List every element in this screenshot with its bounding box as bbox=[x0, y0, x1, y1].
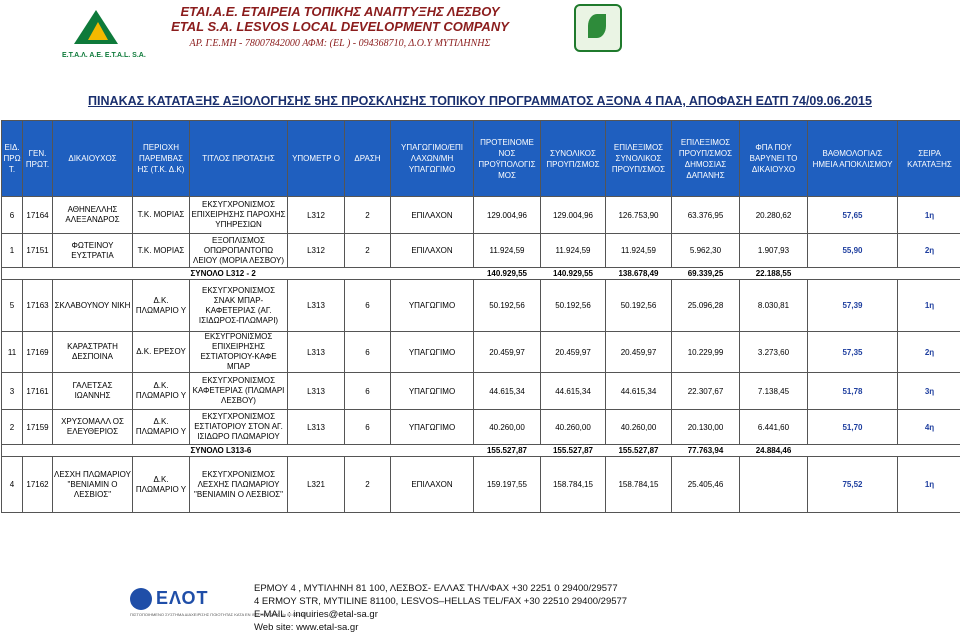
total-budget-cell: 20.459,97 bbox=[541, 332, 606, 373]
rank-cell: 2η bbox=[898, 332, 960, 373]
proposal-title-cell: ΕΚΣΥΓΧΡΟΝΙΣΜΟΣ ΕΠΙΧΕΙΡΗΣΗΣ ΠΑΡΟΧΗΣ ΥΠΗΡΕΣΙΩΝ bbox=[190, 197, 288, 234]
submeasure-cell: L313 bbox=[288, 373, 345, 410]
total-budget-cell: 50.192,56 bbox=[541, 280, 606, 332]
submeasure-cell: L312 bbox=[288, 197, 345, 234]
website-line: Web site: www.etal-sa.gr bbox=[254, 622, 359, 633]
vat-cell: 3.273,60 bbox=[740, 332, 808, 373]
submeasure-cell: L313 bbox=[288, 410, 345, 445]
subtotal-spacer bbox=[2, 268, 190, 280]
eligible-budget-cell: 158.784,15 bbox=[606, 457, 672, 513]
eligible-budget-cell: 40.260,00 bbox=[606, 410, 672, 445]
col-header: ΔΙΚΑΙΟΥΧΟΣ bbox=[53, 121, 133, 197]
gen-protocol-cell: 17164 bbox=[23, 197, 53, 234]
footer-contact bbox=[254, 582, 627, 634]
subtotal-row bbox=[2, 268, 960, 280]
beneficiary-cell: ΑΘΗΝΕΛΛΗΣ ΑΛΕΞΑΝΔΡΟΣ bbox=[53, 197, 133, 234]
proposed-budget-cell: 129.004,96 bbox=[474, 197, 541, 234]
public-expense-cell: 25.405,46 bbox=[672, 457, 740, 513]
proposed-budget-cell: 159.197,55 bbox=[474, 457, 541, 513]
score-cell: 57,39 bbox=[808, 280, 898, 332]
gen-protocol-cell: 17151 bbox=[23, 234, 53, 268]
action-cell: 6 bbox=[345, 373, 391, 410]
score-cell: 51,70 bbox=[808, 410, 898, 445]
col-header: ΦΠΑ ΠΟΥ ΒΑΡΥΝΕΙ ΤΟ ΔΙΚΑΙΟΥΧΟ bbox=[740, 121, 808, 197]
public-expense-cell: 20.130,00 bbox=[672, 410, 740, 445]
company-registry: ΑΡ. Γ.Ε.ΜΗ - 78007842000 ΑΦΜ: (EL ) - 094368710, Δ.Ο.Υ ΜΥΤΙΛΗΝΗΣ bbox=[189, 38, 491, 49]
col-header: ΥΠΟΜΕΤΡ Ο bbox=[288, 121, 345, 197]
beneficiary-cell: ΚΑΡΑΣΤΡΑΤΗ ΔΕΣΠΟΙΝΑ bbox=[53, 332, 133, 373]
area-cell: Τ.Κ. ΜΟΡΙΑΣ bbox=[133, 234, 190, 268]
beneficiary-cell: ΣΚΛΑΒΟΥΝΟΥ ΝΙΚΗ bbox=[53, 280, 133, 332]
subtotal-public: 77.763,94 bbox=[672, 445, 740, 457]
area-cell: Δ.Κ. ΠΛΩΜΑΡΙΟ Υ bbox=[133, 280, 190, 332]
gen-protocol-cell: 17163 bbox=[23, 280, 53, 332]
public-expense-cell: 10.229,99 bbox=[672, 332, 740, 373]
status-cell: ΥΠΑΓΩΓΙΜΟ bbox=[391, 332, 474, 373]
action-cell: 2 bbox=[345, 234, 391, 268]
eid-cell: 4 bbox=[2, 457, 23, 513]
col-header: ΠΕΡΙΟΧΗ ΠΑΡΕΜΒΑΣ ΗΣ (Τ.Κ. Δ.Κ) bbox=[133, 121, 190, 197]
proposal-title-cell: ΕΚΣΥΓΧΡΟΝΙΣΜΟΣ ΣΝΑΚ ΜΠΑΡ-ΚΑΦΕΤΕΡΙΑΣ (ΑΓ. ΙΣΙΔΩΡΟΣ-ΠΛΩΜΑΡΙ) bbox=[190, 280, 288, 332]
score-cell: 57,35 bbox=[808, 332, 898, 373]
col-header: ΕΠΙΛΕΞΙΜΟΣ ΣΥΝΟΛΙΚΟΣ ΠΡΟΥΠ/ΣΜΟΣ bbox=[606, 121, 672, 197]
public-expense-cell: 5.962,30 bbox=[672, 234, 740, 268]
subtotal-total: 140.929,55 bbox=[541, 268, 606, 280]
rank-cell: 1η bbox=[898, 457, 960, 513]
score-cell: 57,65 bbox=[808, 197, 898, 234]
col-header: ΔΡΑΣΗ bbox=[345, 121, 391, 197]
leaf-icon bbox=[588, 14, 606, 38]
table-row bbox=[2, 373, 960, 410]
rank-cell: 4η bbox=[898, 410, 960, 445]
elot-mark-icon bbox=[130, 588, 152, 610]
submeasure-cell: L321 bbox=[288, 457, 345, 513]
proposed-budget-cell: 11.924,59 bbox=[474, 234, 541, 268]
subtotal-spacer bbox=[2, 445, 190, 457]
table-row bbox=[2, 410, 960, 445]
gen-protocol-cell: 17162 bbox=[23, 457, 53, 513]
subtotal-vat: 22.188,55 bbox=[740, 268, 808, 280]
rank-cell: 1η bbox=[898, 197, 960, 234]
proposal-title-cell: ΕΚΣΥΓΧΡΟΝΙΣΜΟΣ ΕΣΤΙΑΤΟΡΙΟΥ ΣΤΟΝ ΑΓ. ΙΣΙΔΩΡΟ ΠΛΩΜΑΡΙΟΥ bbox=[190, 410, 288, 445]
score-cell: 51,78 bbox=[808, 373, 898, 410]
proposal-title-cell: ΕΚΣΥΓΡΟΝΙΣΜΟΣ ΕΠΙΧΕΙΡΗΣΗΣ ΕΣΤΙΑΤΟΡΙΟΥ-ΚΑΦΕ ΜΠΑΡ bbox=[190, 332, 288, 373]
status-cell: ΕΠΙΛΑΧΟΝ bbox=[391, 457, 474, 513]
subtotal-public: 69.339,25 bbox=[672, 268, 740, 280]
action-cell: 6 bbox=[345, 280, 391, 332]
status-cell: ΕΠΙΛΑΧΟΝ bbox=[391, 197, 474, 234]
score-cell: 75,52 bbox=[808, 457, 898, 513]
table-row bbox=[2, 197, 960, 234]
col-header: ΓΕΝ. ΠΡΩΤ. bbox=[23, 121, 53, 197]
eid-cell: 11 bbox=[2, 332, 23, 373]
col-header: ΤΙΤΛΟΣ ΠΡΟΤΑΣΗΣ bbox=[190, 121, 288, 197]
eid-cell: 5 bbox=[2, 280, 23, 332]
eligible-budget-cell: 50.192,56 bbox=[606, 280, 672, 332]
subtotal-vat: 24.884,46 bbox=[740, 445, 808, 457]
area-cell: Δ.Κ. ΕΡΕΣΟΥ bbox=[133, 332, 190, 373]
beneficiary-cell: ΦΩΤΕΙΝΟΥ ΕΥΣΤΡΑΤΙΑ bbox=[53, 234, 133, 268]
col-header: ΣΥΝΟΛΙΚΟΣ ΠΡΟΥΠ/ΣΜΟΣ bbox=[541, 121, 606, 197]
ranking-table bbox=[1, 120, 960, 513]
total-budget-cell: 11.924,59 bbox=[541, 234, 606, 268]
rank-cell: 2η bbox=[898, 234, 960, 268]
table-row bbox=[2, 280, 960, 332]
proposal-title-cell: ΕΞΟΠΛΙΣΜΟΣ ΟΠΩΡΟΠΑΝΤΟΠΩ ΛΕΙΟΥ (ΜΟΡΙΑ ΛΕΣΒΟΥ) bbox=[190, 234, 288, 268]
status-cell: ΕΠΙΛΑΧΟΝ bbox=[391, 234, 474, 268]
eligible-budget-cell: 20.459,97 bbox=[606, 332, 672, 373]
col-header: ΥΠΑΓΩΓΙΜΟ/ΕΠΙ ΛΑΧΩΝ/ΜΗ ΥΠΑΓΩΓΙΜΟ bbox=[391, 121, 474, 197]
subtotal-row bbox=[2, 445, 960, 457]
public-expense-cell: 22.307,67 bbox=[672, 373, 740, 410]
elot-logo-text: ΕΛΟΤ bbox=[156, 588, 209, 608]
address-greek: ΕΡΜΟΥ 4 , ΜΥΤΙΛΗΝΗ 81 100, ΛΕΣΒΟΣ- ΕΛΛΑΣ ΤΗΛ/ΦΑΧ +30 2251 0 29400/29577 bbox=[254, 583, 618, 594]
eid-cell: 1 bbox=[2, 234, 23, 268]
proposal-title-cell: ΕΚΣΥΓΧΡΟΝΙΣΜΟΣ ΚΑΦΕΤΕΡΙΑΣ (ΠΛΩΜΑΡΙ ΛΕΣΒΟΥ) bbox=[190, 373, 288, 410]
eid-cell: 3 bbox=[2, 373, 23, 410]
proposed-budget-cell: 20.459,97 bbox=[474, 332, 541, 373]
total-budget-cell: 158.784,15 bbox=[541, 457, 606, 513]
subtotal-eligible: 155.527,87 bbox=[606, 445, 672, 457]
subtotal-spacer bbox=[808, 445, 960, 457]
company-name-english: ETAL S.A. LESVOS LOCAL DEVELOPMENT COMPANY bbox=[171, 19, 509, 34]
status-cell: ΥΠΑΓΩΓΙΜΟ bbox=[391, 373, 474, 410]
total-budget-cell: 40.260,00 bbox=[541, 410, 606, 445]
table-row bbox=[2, 457, 960, 513]
status-cell: ΥΠΑΓΩΓΙΜΟ bbox=[391, 410, 474, 445]
subtotal-total: 155.527,87 bbox=[541, 445, 606, 457]
page-title: ΠΙΝΑΚΑΣ ΚΑΤΑΤΑΞΗΣ ΑΞΙΟΛΟΓΗΣΗΣ 5ΗΣ ΠΡΟΣΚΛΗΣΗΣ ΤΟΠΙΚΟΥ ΠΡΟΓΡΑΜΜΑΤΟΣ ΑΞΟΝΑ 4 ΠΑΑ, ΑΠΟΦΑΣΗ ΕΔΤΠ 74/09.06.2015 bbox=[88, 94, 872, 108]
total-budget-cell: 44.615,34 bbox=[541, 373, 606, 410]
beneficiary-cell: ΓΑΛΕΤΣΑΣ ΙΩΑΝΝΗΣ bbox=[53, 373, 133, 410]
rank-cell: 1η bbox=[898, 280, 960, 332]
beneficiary-cell: ΧΡΥΣΟΜΑΛΛ ΟΣ ΕΛΕΥΘΕΡΙΟΣ bbox=[53, 410, 133, 445]
subtotal-proposed: 140.929,55 bbox=[474, 268, 541, 280]
gen-protocol-cell: 17161 bbox=[23, 373, 53, 410]
col-header: ΕΙΔ. ΠΡΩ Τ. bbox=[2, 121, 23, 197]
area-cell: Δ.Κ. ΠΛΩΜΑΡΙΟ Υ bbox=[133, 373, 190, 410]
action-cell: 2 bbox=[345, 457, 391, 513]
eid-cell: 6 bbox=[2, 197, 23, 234]
total-budget-cell: 129.004,96 bbox=[541, 197, 606, 234]
eligible-budget-cell: 126.753,90 bbox=[606, 197, 672, 234]
subtotal-label: ΣΥΝΟΛΟ L312 - 2 bbox=[190, 268, 474, 280]
rank-cell: 3η bbox=[898, 373, 960, 410]
leader-logo bbox=[572, 2, 624, 54]
elot-logo bbox=[130, 586, 307, 617]
action-cell: 2 bbox=[345, 197, 391, 234]
submeasure-cell: L313 bbox=[288, 280, 345, 332]
beneficiary-cell: ΛΕΣΧΗ ΠΛΩΜΑΡΙΟΥ "ΒΕΝΙΑΜΙΝ Ο ΛΕΣΒΙΟΣ" bbox=[53, 457, 133, 513]
table-row bbox=[2, 234, 960, 268]
logo-caption: Ε.Τ.Α.Λ. Α.Ε. E.T.A.L. S.A. bbox=[62, 52, 146, 59]
vat-cell: 6.441,60 bbox=[740, 410, 808, 445]
score-cell: 55,90 bbox=[808, 234, 898, 268]
vat-cell: 7.138,45 bbox=[740, 373, 808, 410]
action-cell: 6 bbox=[345, 332, 391, 373]
area-cell: Τ.Κ. ΜΟΡΙΑΣ bbox=[133, 197, 190, 234]
sun-icon bbox=[88, 22, 108, 40]
submeasure-cell: L313 bbox=[288, 332, 345, 373]
col-header: ΣΕΙΡΑ ΚΑΤΑΤΑΞΗΣ bbox=[898, 121, 960, 197]
company-name-greek: ΕΤΑΙ.Α.Ε. ΕΤΑΙΡΕΙΑ ΤΟΠΙΚΗΣ ΑΝΑΠΤΥΞΗΣ ΛΕΣΒΟΥ bbox=[180, 4, 500, 19]
table-header-row bbox=[2, 121, 960, 197]
subtotal-proposed: 155.527,87 bbox=[474, 445, 541, 457]
public-expense-cell: 63.376,95 bbox=[672, 197, 740, 234]
action-cell: 6 bbox=[345, 410, 391, 445]
col-header: ΠΡΟΤΕΙΝΟΜΕ ΝΟΣ ΠΡΟΫΠΟΛΟΓΙΣ ΜΟΣ bbox=[474, 121, 541, 197]
vat-cell: 20.280,62 bbox=[740, 197, 808, 234]
submeasure-cell: L312 bbox=[288, 234, 345, 268]
eligible-budget-cell: 11.924,59 bbox=[606, 234, 672, 268]
subtotal-eligible: 138.678,49 bbox=[606, 268, 672, 280]
area-cell: Δ.Κ. ΠΛΩΜΑΡΙΟ Υ bbox=[133, 457, 190, 513]
gen-protocol-cell: 17169 bbox=[23, 332, 53, 373]
proposal-title-cell: ΕΚΣΥΓΧΡΟΝΙΣΜΟΣ ΛΕΣΧΗΣ ΠΛΩΜΑΡΙΟΥ "ΒΕΝΙΑΜΙΝ Ο ΛΕΣΒΙΟΣ" bbox=[190, 457, 288, 513]
public-expense-cell: 25.096,28 bbox=[672, 280, 740, 332]
col-header: ΕΠΙΛΕΞΙΜΟΣ ΠΡΟΥΠ/ΣΜΟΣ ΔΗΜΟΣΙΑΣ ΔΑΠΑΝΗΣ bbox=[672, 121, 740, 197]
subtotal-label: ΣΥΝΟΛΟ L313-6 bbox=[190, 445, 474, 457]
col-header: ΒΑΘΜΟΛΟΓΙΑ/Σ ΗΜΕΙΑ ΑΠΟΚΛΙΣΜΟΥ bbox=[808, 121, 898, 197]
elot-logo-subtitle: ΠΙΣΤΟΠΟΙΗΜΕΝΟ ΣΥΣΤΗΜΑ ΔΙΑΧΕΙΡΙΣΗΣ ΠΟΙΟΤΗΤΑΣ ΚΑΤΑ ΕΝ ISO 9001: 2000 No 02.03/1147 bbox=[130, 612, 307, 617]
email-line: E-MAIL : inquiries@etal-sa.gr bbox=[254, 609, 378, 620]
table-row bbox=[2, 332, 960, 373]
status-cell: ΥΠΑΓΩΓΙΜΟ bbox=[391, 280, 474, 332]
vat-cell: 1.907,93 bbox=[740, 234, 808, 268]
eid-cell: 2 bbox=[2, 410, 23, 445]
proposed-budget-cell: 40.260,00 bbox=[474, 410, 541, 445]
proposed-budget-cell: 50.192,56 bbox=[474, 280, 541, 332]
vat-cell: 8.030,81 bbox=[740, 280, 808, 332]
vat-cell bbox=[740, 457, 808, 513]
area-cell: Δ.Κ. ΠΛΩΜΑΡΙΟ Υ bbox=[133, 410, 190, 445]
subtotal-spacer bbox=[808, 268, 960, 280]
proposed-budget-cell: 44.615,34 bbox=[474, 373, 541, 410]
eligible-budget-cell: 44.615,34 bbox=[606, 373, 672, 410]
address-english: 4 ERMOY STR, MYTILINE 81100, LESVOS–HELLAS TEL/FAX +30 22510 29400/29577 bbox=[254, 596, 628, 607]
gen-protocol-cell: 17159 bbox=[23, 410, 53, 445]
